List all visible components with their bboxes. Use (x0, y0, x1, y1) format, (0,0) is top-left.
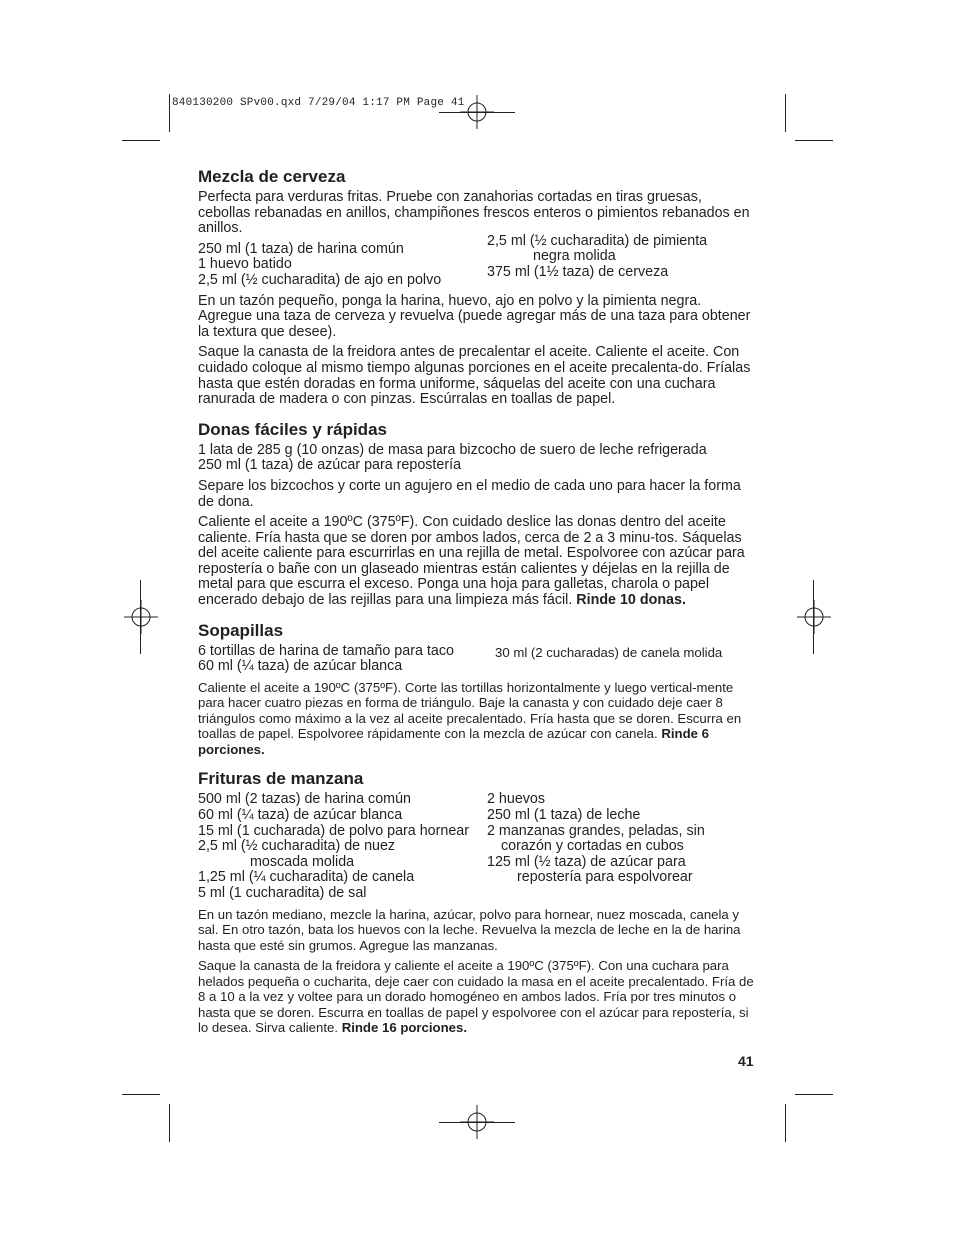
file-slug: 840130200 SPv00.qxd 7/29/04 1:17 PM Page 41 (172, 97, 465, 109)
ingredient: 125 ml (½ taza) de azúcar para (487, 853, 686, 870)
crop-mark (169, 1104, 170, 1142)
crop-mark (122, 140, 160, 141)
recipe-step: Separe los bizcochos y corte un agujero en el medio de cada uno para hacer la forma de dona. (198, 477, 741, 510)
recipe-sopapillas (198, 621, 758, 758)
ingredient: 2 manzanas grandes, peladas, sin (487, 822, 705, 839)
ingredient: 1 huevo batido (198, 256, 292, 273)
crop-mark (795, 1094, 833, 1095)
page-content (198, 167, 758, 1036)
ingredient: 2,5 ml (½ cucharadita) de pimienta (487, 232, 708, 249)
crop-mark (813, 580, 814, 654)
recipe-step: En un tazón mediano, mezcle la harina, azúcar, polvo para hornear, nuez moscada, canela y sal. En otro tazón, bata los huevos con la leche. Revuelva la mezcla de leche en la de harina hasta que esté sin grumos. Agregue las manzanas. (198, 906, 741, 953)
recipe-step-text: Caliente el aceite a 190ºC (375ºF). Con cuidado deslice las donas dentro del aceite caliente. Fría hasta que se doren por ambos lados, cerca de 2 a 3 minu-tos. Sáquelas del aceite caliente para escurrirlas en una rejilla de metal. Espolvoree con azúcar para repostería o bañe con un glaseado mientras están calientes y déjelas en la rejilla de metal para que escurra el exceso. Ponga una hoja para galletas, charola o papel encerado debajo de las rejillas para una limpieza más fácil. (198, 514, 745, 609)
ingredient: 2,5 ml (½ cucharadita) de ajo en polvo (198, 271, 442, 288)
ingredient-list (198, 792, 758, 901)
ingredient: 60 ml (¼ taza) de azúcar blanca (198, 806, 403, 823)
page-number: 41 (738, 1053, 754, 1069)
ingredient: 250 ml (1 taza) de azúcar para repostería (198, 457, 462, 474)
crop-mark (122, 1094, 160, 1095)
recipe-intro: Perfecta para verduras fritas. Pruebe con zanahorias cortadas en tiras gruesas, cebollas rebanadas en anillos, champiñones frescos enteros o pimientos rebanados en anillos. (198, 189, 750, 237)
ingredient: corazón y cortadas en cubos (501, 838, 684, 855)
ingredient: 1,25 ml (¼ cucharadita) de canela (198, 869, 415, 886)
crop-mark (795, 140, 833, 141)
ingredient-list (198, 644, 758, 675)
crop-mark (140, 580, 141, 654)
recipe-step (198, 515, 758, 609)
recipe-step (198, 680, 758, 758)
recipe-title: Frituras de manzana (198, 769, 364, 789)
ingredient: 2 huevos (487, 791, 546, 808)
ingredient: 375 ml (1½ taza) de cerveza (487, 263, 669, 280)
registration-mark-icon (124, 600, 158, 634)
recipe-title: Donas fáciles y rápidas (198, 419, 387, 439)
ingredient: 2,5 ml (½ cucharadita) de nuez (198, 838, 396, 855)
recipe-step (198, 958, 758, 1036)
recipe-yield: Rinde 16 porciones. (341, 1020, 468, 1035)
ingredient-list (198, 232, 758, 289)
crop-mark (169, 94, 170, 132)
recipe-apple-fritters (198, 769, 758, 1035)
ingredient: 500 ml (2 tazas) de harina común (198, 791, 411, 808)
ingredient: 30 ml (2 cucharadas) de canela molida (495, 644, 723, 660)
crop-mark (785, 94, 786, 132)
ingredient: 5 ml (1 cucharadita) de sal (198, 884, 367, 901)
crop-mark (439, 1122, 515, 1123)
ingredient: 15 ml (1 cucharada) de polvo para hornear (198, 822, 470, 839)
recipe-step: Saque la canasta de la freidora antes de precalentar el aceite. Caliente el aceite. Con cuidado coloque al mismo tiempo algunas porciones en el aceite precalenta-do. Fríalas hasta que estén doradas en forma uniforme, sáquelas del aceite con una cuchara ranurada de madera o con pinzas. Escúrralas en toallas de papel. (198, 344, 751, 408)
recipe-yield: Rinde 10 donas. (576, 592, 686, 609)
recipe-beer-batter (198, 167, 758, 408)
ingredient: negra molida (533, 248, 616, 265)
ingredient: 60 ml (¼ taza) de azúcar blanca (198, 658, 403, 675)
recipe-title: Sopapillas (198, 620, 284, 640)
registration-mark-icon (460, 95, 494, 129)
recipe-donuts (198, 420, 758, 609)
ingredient: repostería para espolvorear (517, 869, 693, 886)
recipe-step: En un tazón pequeño, ponga la harina, huevo, ajo en polvo y la pimienta negra. Agregue una taza de cerveza y revuelva (puede agregar más de una taza para obtener la textura que desee). (198, 292, 751, 340)
recipe-yield: Rinde 6 porciones. (198, 726, 709, 757)
recipe-step-text: Saque la canasta de la freidora y caliente el aceite a 190ºC (375ºF). Con una cuchara para helados pequeña o cucharita, deje caer con cuidado la masa en el aceite precalentado. Fría de 8 a 10 a la vez y voltee para un dorado homogéneo en ambos lados. Fría por tres minutos o hasta que se doren. Escurra en toallas de papel y espolvoree con el azúcar para repostería, si lo desea. Sirva caliente. (198, 958, 754, 1035)
crop-mark (785, 1104, 786, 1142)
recipe-step-text: Caliente el aceite a 190ºC (375ºF). Corte las tortillas horizontalmente y luego vertical-mente para hacer cuatro piezas en forma de triángulo. Baje la canasta y con cuidado deje caer 8 triángulos como máximo a la vez al aceite precalentado. Fría hasta que se doren. Escurra en toallas de papel. Espolvoree rápidamente con la mezcla de azúcar con canela. (198, 679, 742, 742)
ingredient: 6 tortillas de harina de tamaño para taco (198, 642, 454, 659)
ingredient: moscada molida (250, 853, 355, 870)
ingredient: 1 lata de 285 g (10 onzas) de masa para bizcocho de suero de leche refrigerada (198, 441, 707, 458)
recipe-title: Mezcla de cerveza (198, 167, 346, 186)
ingredient: 250 ml (1 taza) de harina común (198, 240, 404, 257)
ingredient: 250 ml (1 taza) de leche (487, 806, 641, 823)
registration-mark-icon (797, 600, 831, 634)
